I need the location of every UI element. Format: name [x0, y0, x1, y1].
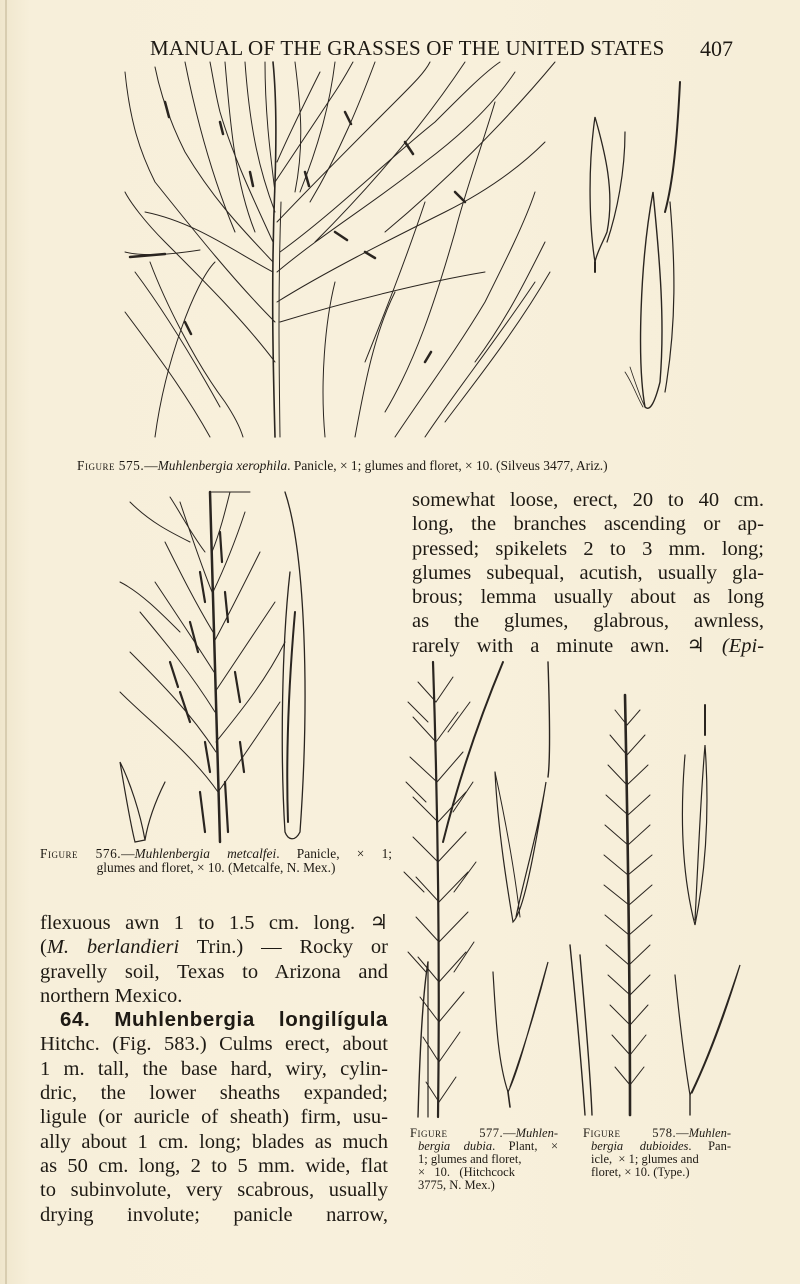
- grass-panicle-illustration-icon: [110, 492, 330, 842]
- caption-detail: Pan-: [708, 1139, 732, 1153]
- text-line: as 50 cm. long, 2 to 5 mm. wide, flat: [40, 1154, 388, 1177]
- text-line: long, the branches ascending or ap-: [412, 513, 764, 536]
- page-number: 407: [700, 36, 733, 61]
- figure-577-caption: Figure 577.—Muhlen- bergia dubia. Plant, × 1; glumes and floret, × 10. (Hitchcock 3775, N. Mex.): [410, 1126, 558, 1192]
- text-line: [40, 935, 388, 959]
- running-title: MANUAL OF THE GRASSES OF THE UNITED STATES: [150, 36, 665, 60]
- text-line: 1 m. tall, the base hard, wiry, cylin-: [40, 1057, 388, 1080]
- text-line: gravelly soil, Texas to Arizona and: [40, 960, 388, 983]
- text-line: Hitchc. (Fig. 583.) Culms erect, about: [40, 1033, 388, 1056]
- species-number: 64.: [60, 1008, 91, 1032]
- grass-spike-illustration-icon: [570, 695, 745, 1115]
- figure-label: Figure 578.: [583, 1126, 677, 1140]
- perennial-symbol: ♃: [369, 912, 388, 934]
- species-heading: [40, 1008, 388, 1032]
- caption-detail: 3775, N. Mex.): [418, 1178, 495, 1192]
- species-name: Muhlen-: [688, 1126, 731, 1140]
- figure-575-caption: Figure 575.—Muhlenbergia xerophila. Panicle, × 1; glumes and floret, × 10. (Silveus 3477, Ariz.): [77, 458, 608, 473]
- synonym-genus: M.: [46, 936, 70, 959]
- text-fragment-italic: (Epi-: [721, 634, 765, 657]
- text-line: ally about 1 cm. long; blades as much: [40, 1130, 388, 1153]
- text-fragment: Trin.) — Rocky or: [196, 936, 388, 959]
- figure-label: Figure 575.: [77, 458, 145, 473]
- caption-detail: icle, × 1; glumes and: [591, 1152, 699, 1166]
- grass-panicle-illustration-icon: [125, 62, 715, 447]
- left-column-text: [40, 911, 388, 1227]
- caption-detail: floret, × 10. (Type.): [591, 1165, 690, 1179]
- species-name: bergia dubioides: [591, 1139, 689, 1153]
- species-name: Muhlen-: [515, 1126, 558, 1140]
- text-line: pressed; spikelets 2 to 3 mm. long;: [412, 537, 764, 560]
- caption-detail: Panicle, × 1;: [296, 846, 392, 861]
- species-name: Muhlenbergia xerophila: [157, 458, 288, 473]
- text-fragment: flexuous awn 1 to 1.5 cm. long.: [40, 912, 356, 934]
- running-header: [0, 34, 800, 64]
- figure-578-caption: Figure 578.—Muhlen- bergia dubioides. Pan- icle, × 1; glumes and floret, × 10. (Type.): [583, 1126, 732, 1179]
- caption-detail: glumes and floret, × 10. (Metcalfe, N. Mex.): [96, 860, 336, 875]
- text-line: brous; lemma usually about as long: [412, 586, 764, 609]
- caption-detail: 1; glumes and floret,: [418, 1152, 522, 1166]
- text-fragment: rarely with a minute awn.: [412, 634, 670, 657]
- species-title: Muhlenbergia longilígula: [114, 1008, 388, 1032]
- species-name: Muhlenbergia metcalfei: [134, 846, 277, 861]
- perennial-symbol: ♃: [686, 634, 705, 657]
- text-line: northern Mexico.: [40, 984, 183, 1007]
- text-fragment: (: [40, 936, 47, 959]
- caption-detail: Panicle, × 1; glumes and floret, × 10. (Silveus 3477, Ariz.): [293, 458, 608, 473]
- caption-detail: × 10. (Hitchcock: [418, 1165, 515, 1179]
- synonym-epithet: berlandieri: [86, 936, 180, 959]
- text-line: to subinvolute, very scabrous, usually: [40, 1179, 388, 1202]
- figure-578-illustration: [570, 695, 745, 1115]
- figure-576-illustration: [110, 492, 330, 842]
- species-name: bergia dubia: [418, 1139, 493, 1153]
- text-line: ligule (or auricle of sheath) firm, usu-: [40, 1106, 388, 1129]
- page-binding-edge: [5, 0, 7, 1284]
- right-column-text: [412, 488, 764, 658]
- text-line: dric, the lower sheaths expanded;: [40, 1082, 388, 1105]
- text-line: [40, 911, 388, 935]
- figure-576-caption: Figure 576.—Muhlenbergia metcalfei. Panicle, × 1; glumes and floret, × 10. (Metcalfe, N. Mex.): [40, 846, 392, 875]
- figure-577-illustration: [398, 662, 558, 1117]
- figure-label: Figure 577.: [410, 1126, 504, 1140]
- figure-575-illustration: [125, 62, 715, 447]
- text-line: as the glumes, glabrous, awnless,: [412, 610, 764, 633]
- text-line: somewhat loose, erect, 20 to 40 cm.: [412, 489, 764, 511]
- grass-spike-illustration-icon: [398, 662, 558, 1117]
- figure-label: Figure 576.: [40, 846, 122, 861]
- text-line: drying involute; panicle narrow,: [40, 1203, 388, 1226]
- text-line: glumes subequal, acutish, usually gla-: [412, 561, 764, 584]
- text-line: [412, 634, 764, 658]
- caption-detail: Plant, ×: [508, 1139, 558, 1153]
